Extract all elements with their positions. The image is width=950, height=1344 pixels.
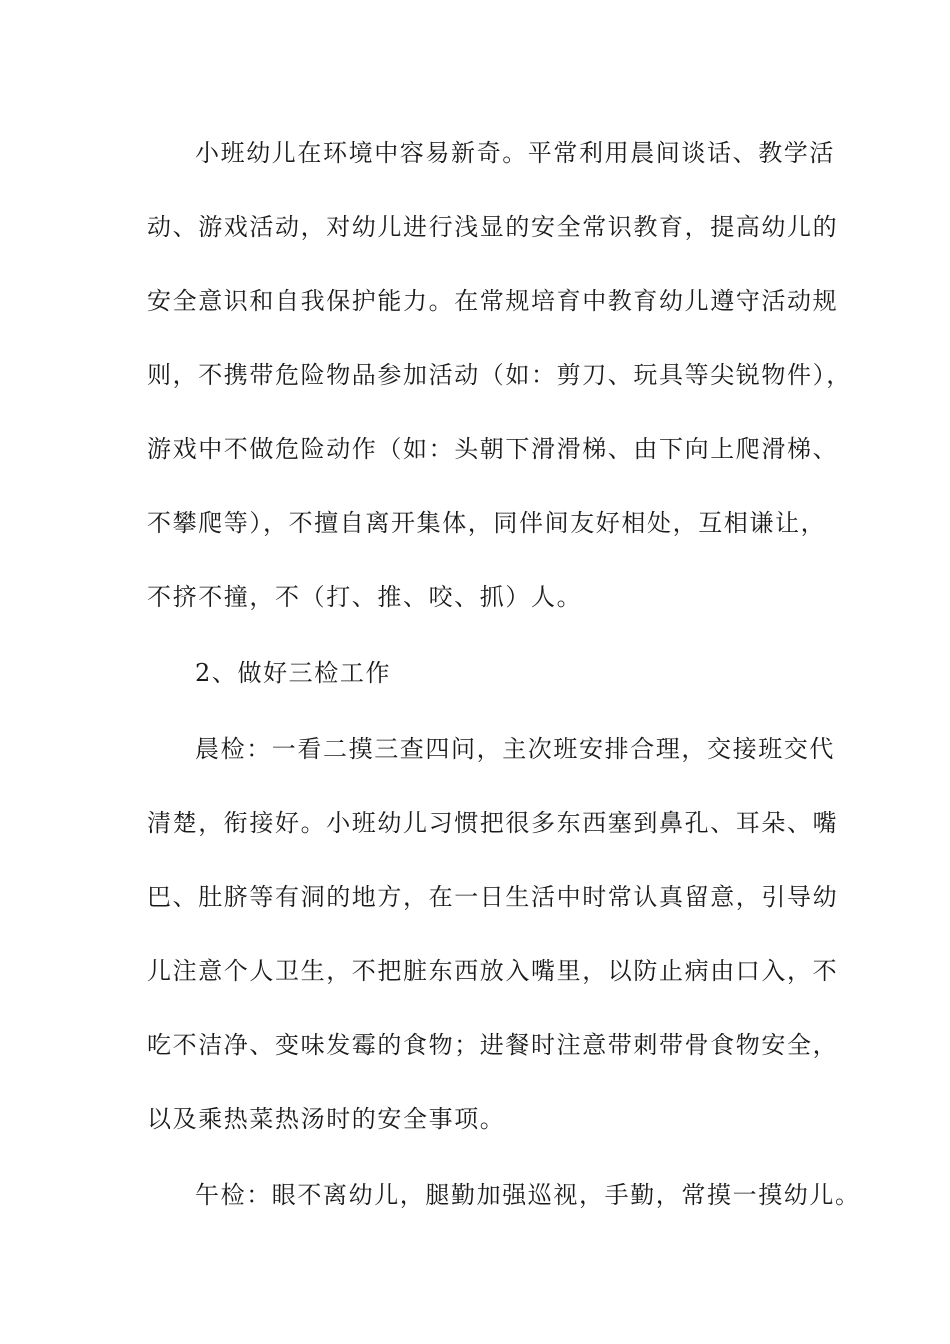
paragraph-line: 吃不洁净、变味发霉的食物；进餐时注意带刺带骨食物安全，	[147, 1031, 839, 1059]
paragraph-line: 游戏中不做危险动作（如：头朝下滑滑梯、由下向上爬滑梯、	[147, 435, 839, 463]
paragraph-line: 安全意识和自我保护能力。在常规培育中教育幼儿遵守活动规	[147, 287, 839, 315]
paragraph-line: 儿注意个人卫生，不把脏东西放入嘴里，以防止病由口入，不	[147, 957, 839, 985]
paragraph-line: 不攀爬等），不擅自离开集体，同伴间友好相处，互相谦让，	[147, 509, 827, 537]
paragraph-line: 以及乘热菜热汤时的安全事项。	[147, 1105, 506, 1133]
paragraph-line: 则，不携带危险物品参加活动（如：剪刀、玩具等尖锐物件），	[147, 361, 852, 389]
paragraph-line: 午检：眼不离幼儿，腿勤加强巡视，手勤，常摸一摸幼儿。	[195, 1181, 861, 1209]
paragraph-line: 晨检：一看二摸三查四问，主次班安排合理，交接班交代	[195, 735, 835, 763]
paragraph-line: 不挤不撞，不（打、推、咬、抓）人。	[147, 583, 583, 611]
paragraph-line: 小班幼儿在环境中容易新奇。平常利用晨间谈话、教学活	[195, 139, 835, 167]
section-heading: 2、做好三检工作	[195, 659, 392, 687]
paragraph-line: 清楚，衔接好。小班幼儿习惯把很多东西塞到鼻孔、耳朵、嘴	[147, 809, 839, 837]
paragraph-line: 动、游戏活动，对幼儿进行浅显的安全常识教育，提高幼儿的	[147, 213, 839, 241]
paragraph-line: 巴、肚脐等有洞的地方，在一日生活中时常认真留意，引导幼	[147, 883, 839, 911]
